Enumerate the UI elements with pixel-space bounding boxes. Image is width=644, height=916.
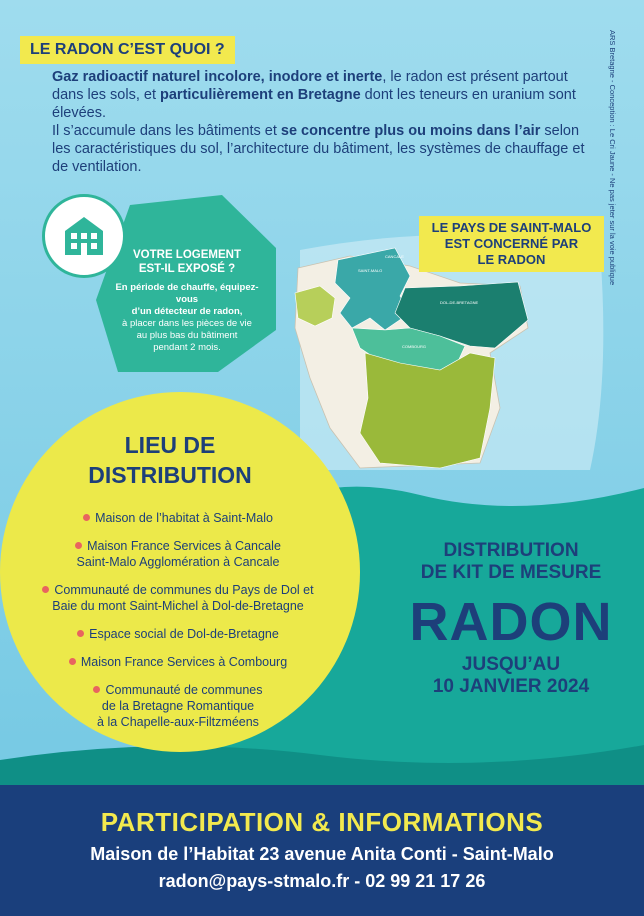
list-item-text: à la Chapelle-aux-Filtzméens: [97, 715, 259, 729]
logement-bold: d’un détecteur de radon,: [131, 306, 243, 317]
logement-block: [108, 248, 266, 354]
map-label: COMBOURG: [402, 344, 426, 349]
list-item: [28, 510, 328, 526]
kit-heading: DISTRIBUTION: [443, 540, 579, 561]
list-item-text: Communauté de communes: [105, 683, 263, 697]
list-item-text: de la Bretagne Romantique: [101, 699, 255, 713]
pays-box-line: EST CONCERNÉ PAR: [444, 236, 579, 251]
kit-block: [386, 540, 636, 698]
page-title: LE RADON C’EST QUOI ?: [20, 36, 235, 64]
intro-bold: se concentre plus ou moins dans l’air: [280, 123, 541, 139]
list-item: [28, 582, 328, 614]
distribution-title: [60, 430, 280, 490]
pays-box-line: LE PAYS DE SAINT-MALO: [431, 220, 592, 235]
map-label: DOL-DE-BRETAGNE: [440, 300, 479, 305]
distribution-title-line: LIEU DE: [124, 432, 216, 458]
intro-paragraph-1: [52, 68, 592, 122]
map-label: CANCALE: [385, 254, 404, 259]
pays-box-line: LE RADON: [477, 252, 546, 267]
footer-address: Maison de l’Habitat 23 avenue Anita Conti - Saint-Malo: [90, 844, 554, 864]
intro-text-span: dont les teneurs en uranium sont élevées.: [52, 87, 576, 121]
intro-paragraph-2: [52, 122, 592, 176]
distribution-title-line: DISTRIBUTION: [88, 462, 252, 488]
list-item-text: Saint-Malo Agglomération à Cancale: [76, 555, 280, 569]
list-item-text: Baie du mont Saint-Michel à Dol-de-Bretagne: [52, 599, 304, 613]
kit-deadline: 10 JANVIER 2024: [432, 676, 590, 697]
logement-line: à placer dans les pièces de vie: [122, 318, 252, 329]
map-zone-north: [335, 248, 410, 330]
logement-bold: En période de chauffe, équipez-vous: [115, 282, 259, 305]
side-credit: ARS Bretagne - Conception : Le Cri Jaune - Ne pas jeter sur la voie publique: [608, 30, 617, 286]
map-zone-south: [360, 353, 495, 468]
bullet-dot-icon: [69, 658, 76, 665]
bullet-dot-icon: [42, 586, 49, 593]
footer-contact[interactable]: radon@pays-stmalo.fr - 02 99 21 17 26: [158, 871, 486, 891]
list-item: [28, 538, 328, 570]
intro-text-span: selon les caractéristiques du sol, l’architecture du bâtiment, les systèmes de chauffage et de ventilation.: [52, 123, 585, 175]
footer-title: PARTICIPATION & INFORMATIONS: [100, 807, 544, 837]
intro-text-span: , le radon est présent partout dans les sols, et: [52, 69, 568, 103]
bullet-dot-icon: [75, 542, 82, 549]
distribution-list: [28, 510, 328, 742]
list-item: [28, 626, 328, 642]
intro-text-span: Il s’accumule dans les bâtiments et: [52, 123, 281, 139]
footer: [0, 785, 644, 916]
logement-line: pendant 2 mois.: [153, 342, 221, 353]
kit-radon-title: RADON: [409, 592, 613, 652]
bullet-dot-icon: [77, 630, 84, 637]
kit-heading: DE KIT DE MESURE: [420, 562, 602, 583]
logement-line: au plus bas du bâtiment: [136, 330, 238, 341]
intro-bold: particulièrement en Bretagne: [160, 87, 361, 103]
list-item-text: Maison France Services à Combourg: [80, 655, 288, 669]
logement-body: [108, 282, 266, 354]
list-item-text: Maison de l’habitat à Saint-Malo: [95, 511, 273, 525]
pays-concerne-box: [419, 216, 604, 272]
list-item: [28, 654, 328, 670]
kit-deadline: JUSQU’AU: [461, 654, 561, 675]
list-item-text: Maison France Services à Cancale: [87, 539, 281, 553]
map-label: SAINT-MALO: [358, 268, 383, 273]
logement-title: VOTRE LOGEMENT: [133, 249, 241, 261]
logement-title: EST-IL EXPOSÉ ?: [138, 263, 236, 275]
intro-text: [52, 68, 592, 176]
bullet-dot-icon: [93, 686, 100, 693]
bullet-dot-icon: [83, 514, 90, 521]
list-item-text: Communauté de communes du Pays de Dol et: [54, 583, 314, 597]
list-item-text: Espace social de Dol-de-Bretagne: [89, 627, 279, 641]
intro-bold: Gaz radioactif naturel incolore, inodore et inerte: [52, 69, 383, 85]
list-item: [28, 682, 328, 730]
